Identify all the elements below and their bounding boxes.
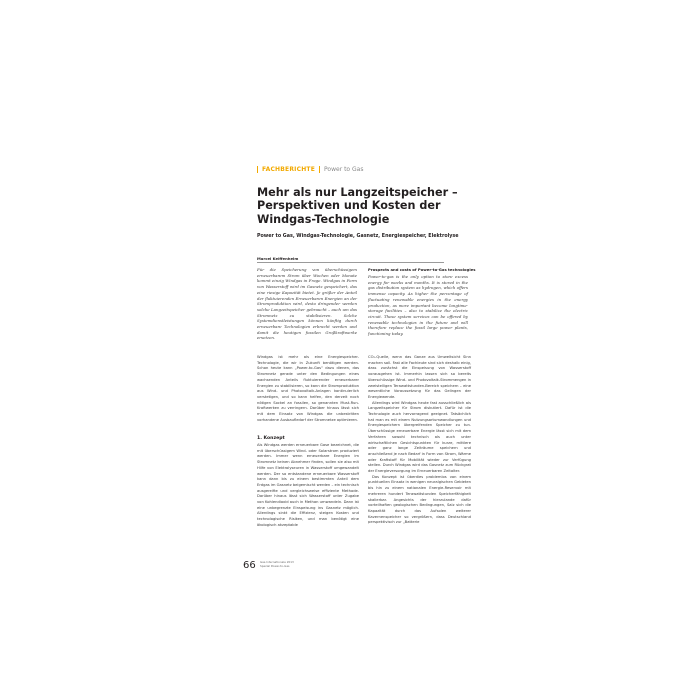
body-paragraph: CO₂-Quelle, wenn das Ganze aus Umweltsicht Sinn machen soll. Fast alle Fachleute sind sich deshalb einig, dass zunächst die Einspeisung von Wasserstoff vorausgehen ist. Immerhin lassen sich so bereits überschüssige Wind- und Photovoltaik-Strommengen in zweistelligen Terawattstunden-Bereich speichern – eine wesentliche Voraussetzung für das Gelingen der Energiewende.: [368, 355, 471, 399]
header-category: FACHBERICHTE: [262, 166, 316, 173]
article-title: Mehr als nur Langzeitspeicher – Perspektiven und Kosten der Windgas-Technologie: [257, 186, 458, 226]
section-header: [257, 166, 363, 173]
journal-footer: [260, 561, 294, 568]
body-paragraph: Windgas ist mehr als eine Energiespeicher-Technologie, die wir in Zukunft benötigen werden. Schon heute kann „Power-to-Gas“ dazu dienen, das Stromnetz gerade unter den Bedingungen eines wachsenden Anteils fluktuierender erneuerbarer Energien zu stabilisieren, so kann die Stromproduktion aus Wind- und Photovoltaik-Anlagen kontinuierlich verstetigen, und so kann helfen, den derzeit noch nötigen Sockel an fossilen, so genannten Must-Run-Kraftwerken zu verringern. Darüber hinaus lässt sich mit dem Einsatz von Windgas die unbestritten vorhandene Ausbaufledarf der Stromnetze optimieren.: [257, 355, 359, 422]
header-accent-bar: [257, 166, 258, 173]
abstract-german: Für die Speicherung von überschüssigem erneuerbarem Strom über Wochen oder Monate kommt einzig Windgas in Frage. Windgas in Form von Wasserstoff wird im Gasnetz gespeichert, das eine riesige Kapazität bietet. Je größer der Anteil der fluktuierenden Erneuerbaren Energien an der Stromproduktion wird, desto dringender werden solche Langzeitspeicher gebraucht – auch um das Stromnetz zu stabilisieren. Solche Systemdienstleistungen können künftig durch erneuerbare Technologien erbracht werden und damit die heutigen fossilen Großkraftwerke ersetzen.: [257, 267, 357, 341]
body-paragraph: Das Konzept ist überdies problemlos von einem punktuellen Einsatz in wenigen neuralgischen Gebieten bis hin zu einem nationalen Energie-Reservoir mit mehreren hundert Terawattstunden Speicherfähigkeit skalierbar. Angesichts der hierzulande dafür vorteilhaften geologischen Bedingungen, Salz sich die Kapazität durch das Aufsolen weiterer Kavernenspeicher so vergrößern, dass Deutschland perspektivisch zur „Batterie: [368, 474, 471, 525]
header-divider: [319, 166, 320, 173]
section-heading-konzept: 1. Konzept: [257, 436, 285, 441]
article-author: Marcel Keiffenheim: [257, 256, 299, 261]
page-number: 66: [243, 560, 256, 571]
body-column-right: [368, 355, 471, 526]
article-keywords: Power to Gas, Windgas-Technologie, Gasnetz, Energiespeicher, Elektrolyse: [257, 234, 459, 239]
body-paragraph: Allerdings wird Windgas heute fast ausschließlich als Langzeitspeicher für Strom diskutiert. Dafür ist die Technologie auch hervorragend geeignet. Tatsächlich hat man es mit einem Nutzungsartumwandlungen und Energiespeichern übergreifenden Speicher zu tun. Überschüssige erneuerbare Energie lässt sich mit dem Verfahren sowohl technisch als auch unter wirtschaftlichen Gesichtspunkten für kurze, mittlere oder ganz lange Zeiträume speichern und anschließend je nach Bedarf in Form von Strom, Wärme oder Kraftstoff für Mobilität wieder zur Verfügung stellen. Durch Windgas wird das Gasnetz zum Rückgrat der Energieversorgung im Erneuerbaren Zeitalter.: [368, 400, 471, 474]
body-column-left-section: [257, 443, 359, 529]
body-column-left-intro: [257, 355, 359, 423]
header-subcategory: Power to Gas: [324, 166, 364, 173]
abstract-english: Power-to-gas is the only option to store excess energy for weeks and months. It is stored in the gas distribution system as hydrogen, which offers immense capacity. As higher the percentage of fluctuating renewable energies in the energy production, as more important become longtime-storage facilities – also to stabilize the electric circuit. These system services can be offered by renewable technologies in the future and will therefore replace the fossil large power plants, functioning today.: [368, 274, 468, 337]
body-paragraph: Als Windgas werden erneuerbare Gase bezeichnet, die mit überschüssigem Wind- oder Solarstrom produziert werden. Immer wenn erneuerbare Energien im Stromnetz keinen Abnehmer finden, sollen sie also mit Hilfe von Elektrolyseuren in Wasserstoff umgewandelt werden. Der so entstandene erneuerbare Wasserstoff kann dann bis zu einem bestimmten Anteil dem Erdgas im Gasnetz beigemischt werden – ein technisch ausgereifte und vergleichsweise effiziente Methode. Darüber hinaus lässt sich Wasserstoff unter Zugabe von Kohlendioxid auch in Methan umwandeln. Dann ist eine unbegrenzte Einspeisung ins Gasnetz möglich. Allerdings sinkt die Effizienz, steigen Kosten und technologische Risiken, und man benötigt eine ökologisch akzeptable: [257, 443, 359, 527]
footer-journal-line: Gas·Internationale 2013: [260, 560, 294, 564]
footer-issue-line: Spezial Power-to-Gas: [260, 563, 290, 568]
abstract-english-heading: Prospects and costs of Power-to-Gas technologies: [368, 267, 476, 272]
author-rule: [257, 262, 444, 263]
